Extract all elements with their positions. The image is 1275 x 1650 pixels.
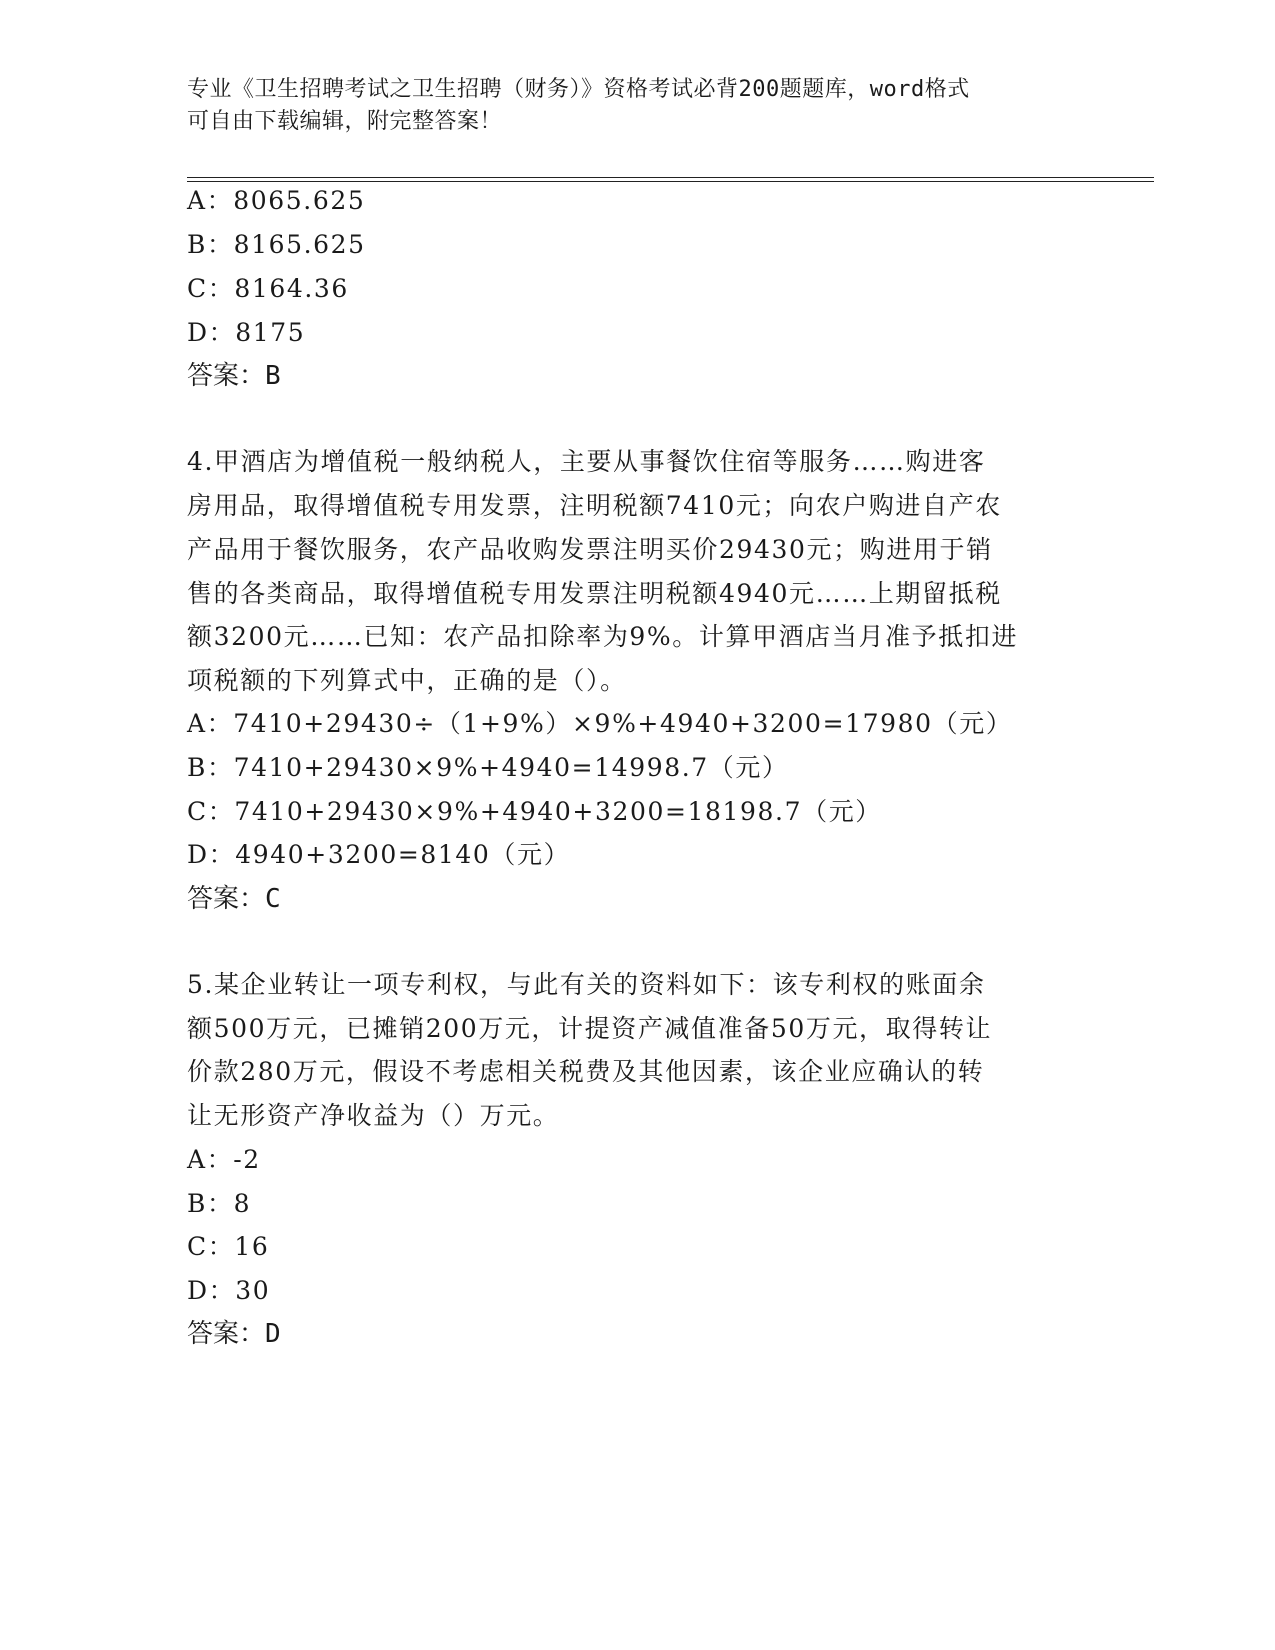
document-header [187,74,1067,138]
header-divider-top [187,177,1154,178]
q4-stem-line-6: 项税额的下列算式中，正确的是（）。 [187,666,627,695]
q5-stem-line-2: 额500万元，已摊销200万元，计提资产减值准备50万元，取得转让 [187,1014,993,1043]
q4-stem-line-2: 房用品，取得增值税专用发票，注明税额7410元；向农户购进自产农 [187,491,1002,520]
q5-option-a: A：-2 [187,1145,261,1174]
q5-stem-line-1: 5.某企业转让一项专利权，与此有关的资料如下：该专利权的账面余 [187,970,986,999]
q4-stem-line-4: 售的各类商品，取得增值税专用发票注明税额4940元……上期留抵税 [187,579,1002,608]
q3-answer: 答案：B [187,361,281,391]
q4-option-b: B：7410+29430×9%+4940=14998.7（元） [187,753,789,782]
q4-option-d: D：4940+3200=8140（元） [187,840,571,869]
q3-option-d: D：8175 [187,318,306,347]
q5-option-c: C：16 [187,1232,270,1261]
q5-answer: 答案：D [187,1319,281,1349]
q4-stem-line-5: 额3200元……已知：农产品扣除率为9%。计算甲酒店当月准予抵扣进 [187,622,1019,651]
header-line-1: 专业《卫生招聘考试之卫生招聘（财务）》资格考试必背200题题库，word格式 [187,77,970,102]
header-divider-bottom [187,181,1154,182]
q5-stem-line-4: 让无形资产净收益为（）万元。 [187,1101,560,1130]
q4-option-a: A：7410+29430÷（1+9%）×9%+4940+3200=17980（元） [187,709,1013,738]
q5-option-b: B：8 [187,1189,252,1218]
q3-option-b: B：8165.625 [187,230,366,259]
q4-option-c: C：7410+29430×9%+4940+3200=18198.7（元） [187,797,882,826]
q3-option-a: A：8065.625 [187,186,366,215]
q5-option-d: D：30 [187,1276,271,1305]
q4-answer: 答案：C [187,884,281,914]
q5-stem-line-3: 价款280万元，假设不考虑相关税费及其他因素，该企业应确认的转 [187,1057,985,1086]
q4-stem-line-1: 4.甲酒店为增值税一般纳税人，主要从事餐饮住宿等服务……购进客 [187,447,986,476]
q3-option-c: C：8164.36 [187,274,349,303]
q4-stem-line-3: 产品用于餐饮服务，农产品收购发票注明买价29430元；购进用于销 [187,535,993,564]
header-line-2: 可自由下载编辑，附完整答案！ [187,109,503,134]
